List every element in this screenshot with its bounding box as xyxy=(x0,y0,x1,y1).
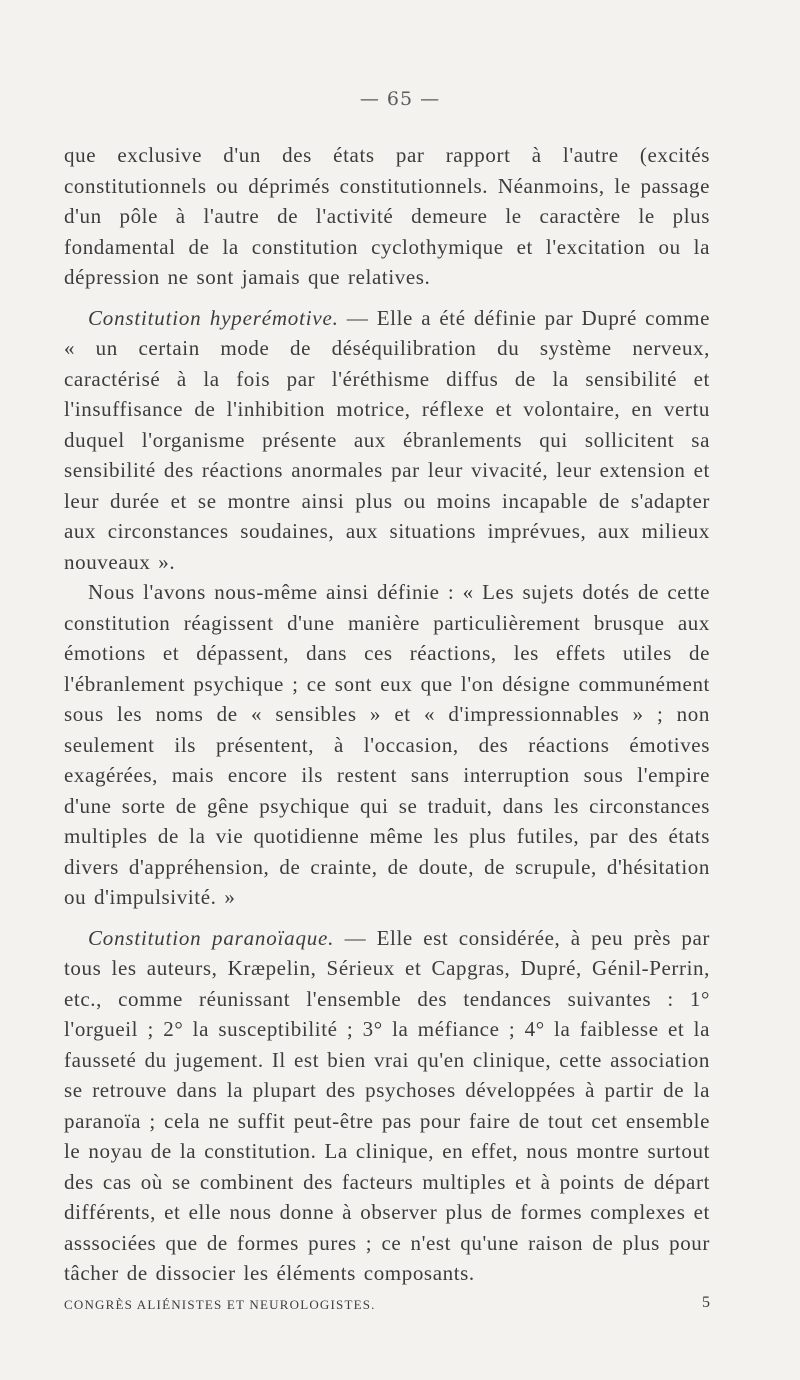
paragraph-own-definition xyxy=(64,577,710,913)
paragraph-continued xyxy=(64,140,710,293)
paragraph-paranoiac xyxy=(64,923,710,1289)
paragraph-text: — Elle est considérée, à peu près par tous les auteurs, Kræpelin, Sérieux et Capgras, Dupré, Génil-Perrin, etc., comme réunissant l'ensemble des tendances suivantes : 1° l'orgueil ; 2° la susceptibilité ; 3° la méfiance ; 4° la faiblesse et la fausseté du jugement. Il est bien vrai qu'en clinique, cette association se retrouve dans la plupart des psychoses développées à partir de la paranoïa ; cela ne suffit peut-être pas pour faire de tout cet ensemble le noyau de la constitution. La clinique, en effet, nous montre surtout des cas où se combinent des facteurs multiples et à points de départ différents, et elle nous donne à observer plus de formes complexes et asssociées que de formes pures ; ce n'est qu'une raison de plus pour tâcher de dissocier les éléments composants. xyxy=(64,925,711,1285)
paragraph-hyperemotive xyxy=(64,303,710,578)
paragraph-text: — Elle a été définie par Dupré comme « un certain mode de déséquilibration du système nerveux, caractérisé à la fois par l'éréthisme diffus de la sensibilité et l'insuffisance de l'inhibition motrice, réflexe et volontaire, en vertu duquel l'organisme présente aux ébranlements qui sollicitent sa sensibilité des réactions anormales par leur vivacité, leur extension et leur durée et se montre ainsi plus ou moins incapable de s'adapter aux circonstances soudaines, aux situations imprévues, aux milieux nouveaux ». xyxy=(64,305,710,574)
signature-mark: 5 xyxy=(702,1294,710,1311)
page-number: — 65 — xyxy=(359,88,441,110)
running-footer: CONGRÈS ALIÉNISTES ET NEUROLOGISTES. xyxy=(64,1297,376,1312)
section-heading-hyperemotive: Constitution hyperémotive. xyxy=(88,305,339,330)
section-heading-paranoiac: Constitution paranoïaque. xyxy=(88,925,335,950)
paragraph-text: que exclusive d'un des états par rapport à l'autre (excités constitutionnels ou déprimés constitutionnels. Néanmoins, le passage d'un pôle à l'autre de l'activité demeure le caractère le plus fondamental de la constitution cyclothymique et l'excitation ou la dépression ne sont jamais que relatives. xyxy=(64,143,710,289)
paragraph-text: Nous l'avons nous-même ainsi définie : « Les sujets dotés de cette constitution réagissent d'une manière particulièrement brusque aux émotions et dépassent, dans ces réactions, les effets utiles de l'ébranlement psychique ; ce sont eux que l'on désigne communément sous les noms de « sensibles » et « d'impressionnables » ; non seulement ils présentent, à l'occasion, des réactions émotives exagérées, mais encore ils restent sans interruption sous l'empire d'une sorte de gêne psychique qui se traduit, dans les circonstances multiples de la vie quotidienne même les plus futiles, par des états divers d'appréhension, de crainte, de doute, de scrupule, d'hésitation ou d'impulsivité. » xyxy=(64,580,710,909)
body-text xyxy=(64,140,710,1289)
page-footer xyxy=(64,1294,710,1313)
